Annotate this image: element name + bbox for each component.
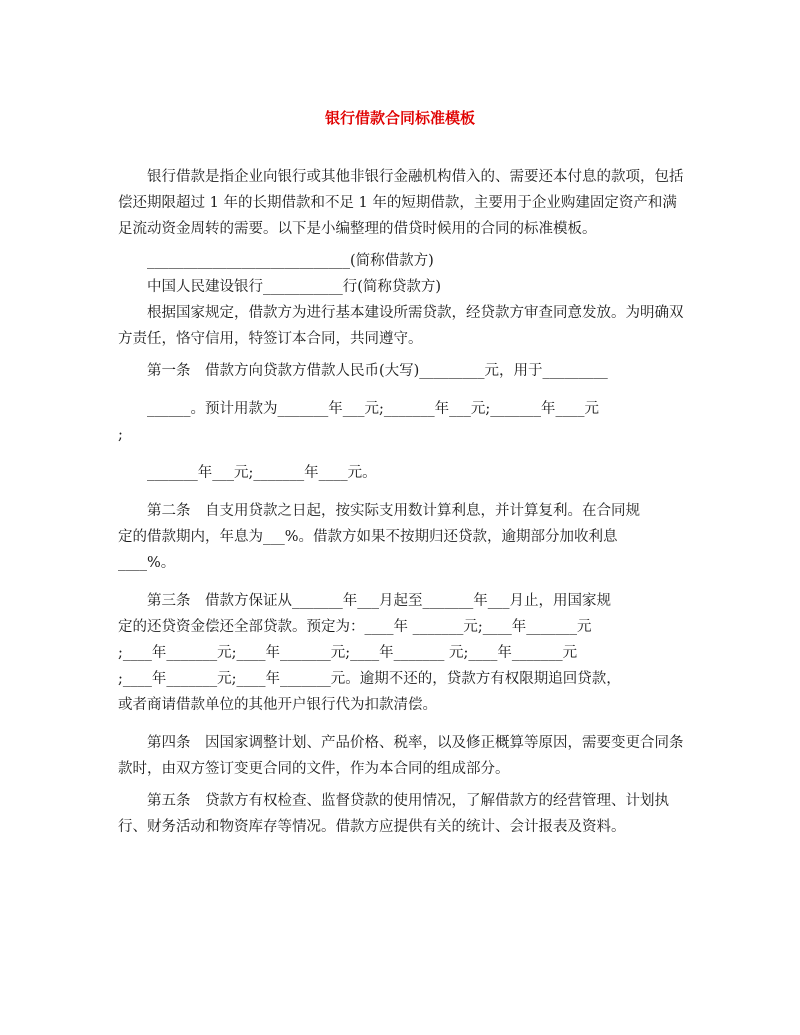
article-3-line: ;____年_______元;____年_______元。逾期不还的，贷款方有权限期追回贷款， — [118, 671, 621, 687]
article-3 — [118, 588, 688, 718]
preamble-paragraph: 根据国家规定，借款方为进行基本建设所需贷款，经贷款方审查同意发放。为明确双方责任，恪守信用，特签订本合同，共同遵守。 — [118, 305, 684, 347]
article-2 — [118, 498, 688, 576]
article-3-line: 定的还贷资金偿还全部贷款。预定为：____年 _______元;____年_______元 — [118, 619, 592, 635]
article-3-line: 第三条 借款方保证从_______年___月起至_______年___月止，用国家规 — [147, 593, 611, 609]
borrower-line: ____________________________(简称借款方) — [147, 253, 434, 269]
article-1 — [118, 358, 688, 486]
article-1-line: ; — [118, 427, 123, 443]
article-3-line: ;____年_______元;____年_______元;____年_______ 元;____年_______元 — [118, 645, 578, 661]
article-4-paragraph: 第四条 因国家调整计划、产品价格、税率，以及修正概算等原因，需要变更合同条款时，由双方签订变更合同的文件，作为本合同的组成部分。 — [118, 735, 684, 777]
document-body — [118, 164, 688, 846]
article-1-line: 第一条 借款方向贷款方借款人民币(大写)_________元，用于_________ — [147, 363, 608, 379]
article-5-paragraph: 第五条 贷款方有权检查、监督贷款的使用情况，了解借款方的经营管理、计划执行、财务活动和物资库存等情况。借款方应提供有关的统计、会计报表及资料。 — [118, 793, 669, 835]
document-title: 银行借款合同标准模板 — [324, 109, 475, 127]
article-3-line: 或者商请借款单位的其他开户银行代为扣款清偿。 — [118, 697, 437, 713]
article-2-line: ____%。 — [118, 555, 176, 571]
article-2-line: 定的借款期内，年息为___%。借款方如果不按期归还贷款，逾期部分加收利息 — [118, 529, 618, 545]
article-2-line: 第二条 自支用贷款之日起，按实际支用数计算利息，并计算复利。在合同规 — [147, 503, 640, 519]
lender-line: 中国人民建设银行___________行(简称贷款方) — [147, 279, 442, 295]
article-1-line: ______。预计用款为_______年___元;_______年___元;_______年____元 — [147, 401, 600, 417]
article-1-line: _______年___元;_______年____元。 — [147, 465, 377, 481]
intro-paragraph: 银行借款是指企业向银行或其他非银行金融机构借入的、需要还本付息的款项，包括偿还期限超过 1 年的长期借款和不足 1 年的短期借款，主要用于企业购建固定资产和满足流动资金周转的需要。以下是小编整理的借贷时候用的合同的标准模板。 — [118, 169, 684, 237]
